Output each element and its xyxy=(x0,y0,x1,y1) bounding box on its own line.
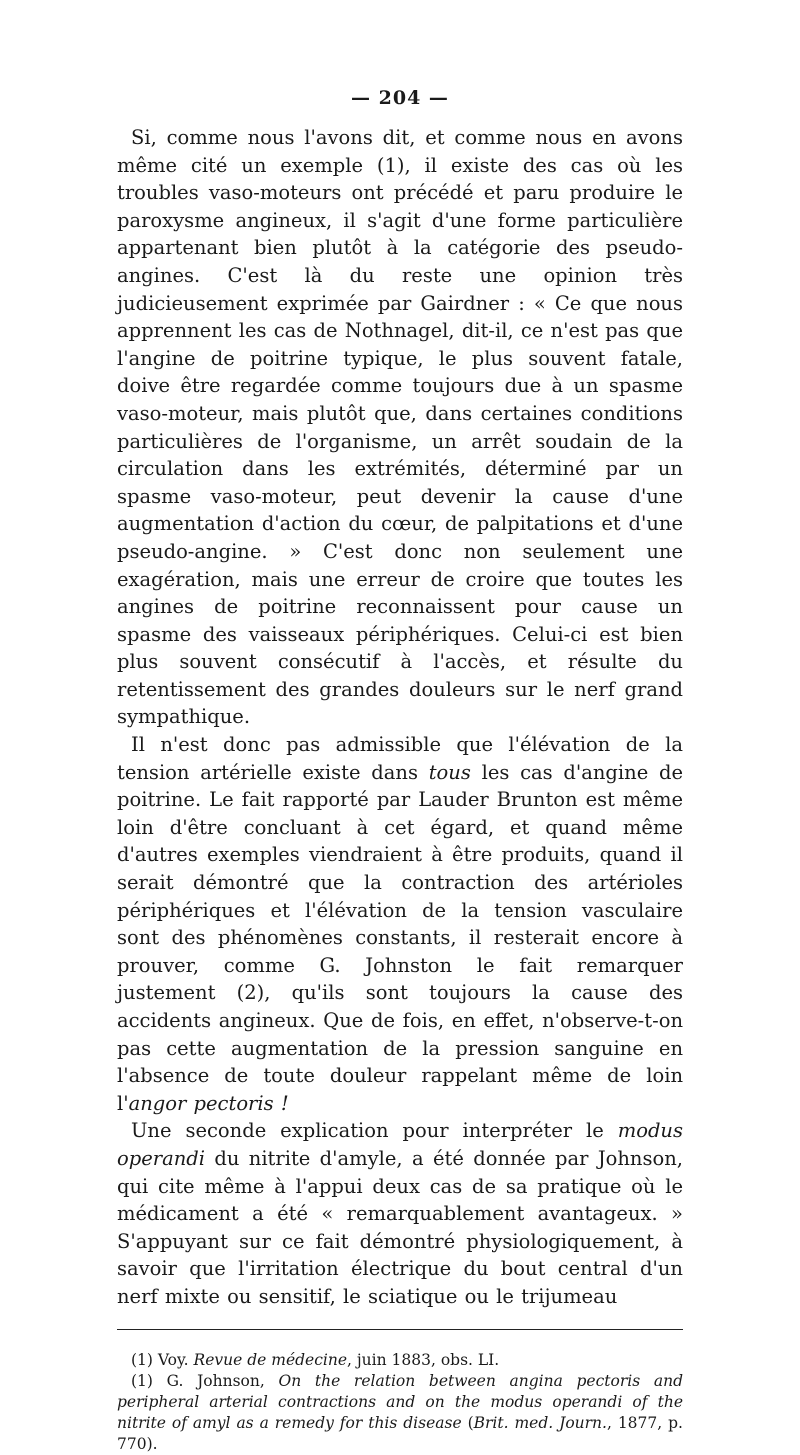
footnote-journal: Revue de médecine xyxy=(193,1350,348,1369)
footnote-title: On the relation between angina pectoris and peripheral arterial contractions and on the modus operandi of the nitrite of amyl as a remedy for this disease xyxy=(117,1371,684,1432)
footnote-divider xyxy=(117,1329,683,1330)
paragraph-text: Une seconde explication pour interpréter le xyxy=(131,1119,618,1143)
footnote-text: (1) Voy. xyxy=(131,1350,194,1369)
footnote-text: , 1877, p. 770). xyxy=(117,1413,683,1453)
paragraph-text: les cas d'angine de poitrine. Le fait rapporté par Lauder Brunton est même loin d'être concluant à cet égard, et quand même d'autres exemples viendraient à être produits, quand il serait démontré que la contraction des artérioles périphériques et l'élévation de la tension vasculaire sont des phénomènes constants, il resterait encore à prouver, comme G. Johnston le fait remarquer justement (2), qu'ils sont toujours la cause des accidents angineux. Que de fois, en effet, n'observe-t-on pas cette augmentation de la pression sanguine en l'absence de toute douleur rappelant même de loin l' xyxy=(117,760,683,1115)
footnote-text: , juin 1883, obs. LI. xyxy=(347,1350,500,1369)
footnote xyxy=(117,1371,683,1455)
paragraph-text: du nitrite d'amyle, a été donnée par Johnson, qui cite même à l'appui deux cas de sa pratique où le médicament a été « remarquablement avantageux. » S'appuyant sur ce fait démontré physiologiquement, à savoir que l'irritation électrique du bout central d'un nerf mixte ou sensitif, le sciatique ou le trijumeau xyxy=(117,1146,683,1308)
paragraph-text: Si, comme nous l'avons dit, et comme nous en avons même cité un exemple (1), il existe des cas où les troubles vaso-moteurs ont précédé et paru produire le paroxysme angineux, il s'agit d'une forme particulière appartenant bien plutôt à la catégorie des pseudo-angines. C'est là du reste une opinion très judicieusement exprimée par Gairdner : « Ce que nous apprennent les cas de Nothnagel, dit-il, ce n'est pas que l'angine de poitrine typique, le plus souvent fatale, doive être regardée comme toujours due à un spasme vaso-moteur, mais plutôt que, dans certaines conditions particulières de l'organisme, un arrêt soudain de la circulation dans les extrémités, déterminé par un spasme vaso-moteur, peut devenir la cause d'une augmentation d'action du cœur, de palpitations et d'une pseudo-angine. » C'est donc non seulement une exagération, mais une erreur de croire que toutes les angines de poitrine reconnaissent pour cause un spasme des vaisseaux périphériques. Celui-ci est bien plus souvent consécutif à l'accès, et résulte du retentissement des grandes douleurs sur le nerf grand sympathique. xyxy=(117,126,683,729)
italic-term: modus operandi xyxy=(117,1119,683,1170)
footnote-text: ( xyxy=(461,1413,474,1432)
italic-term: tous xyxy=(428,760,471,784)
paragraph xyxy=(117,1117,683,1310)
book-page xyxy=(117,86,683,1455)
footnote-journal: Brit. med. Journ. xyxy=(473,1413,607,1432)
body-text xyxy=(117,124,683,1311)
page-number: — 204 — xyxy=(351,87,449,109)
italic-term: angor pectoris ! xyxy=(128,1091,289,1115)
paragraph xyxy=(117,731,683,1117)
footnote-text: (1) G. Johnson, xyxy=(131,1371,279,1390)
footnote xyxy=(117,1350,683,1371)
paragraph xyxy=(117,124,683,731)
paragraph-text: Il n'est donc pas admissible que l'élévation de la tension artérielle existe dans xyxy=(117,733,683,784)
footnotes xyxy=(117,1350,683,1455)
